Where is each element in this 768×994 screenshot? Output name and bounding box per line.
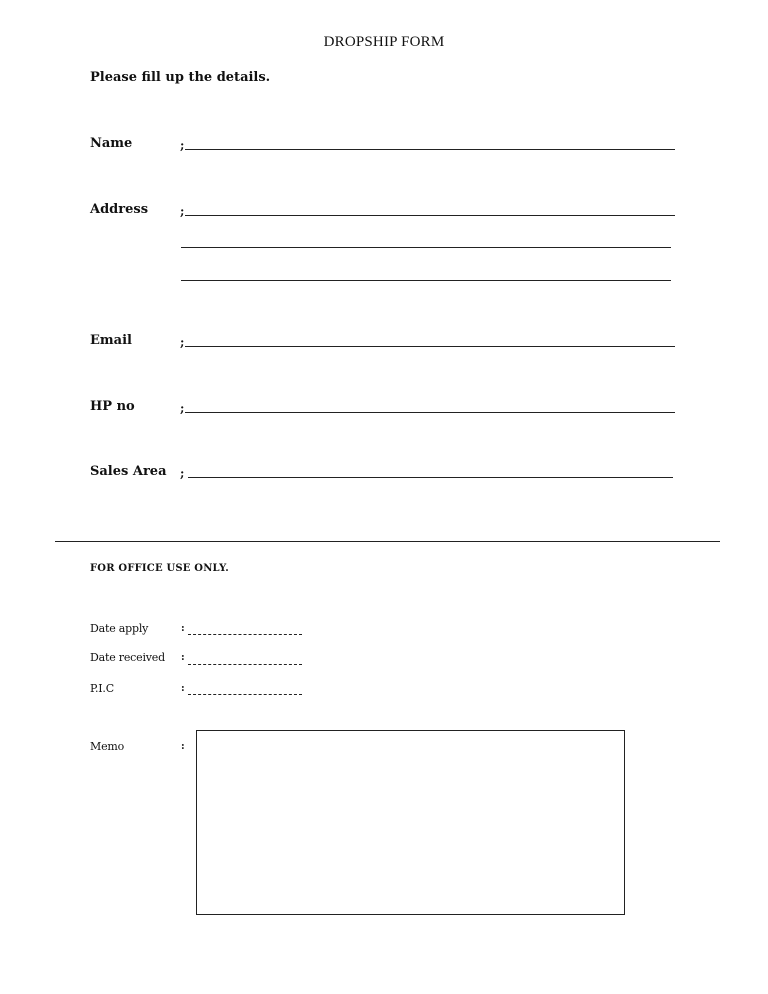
sales-area-label: Sales Area — [90, 464, 167, 479]
pic-label: P.I.C — [90, 682, 114, 695]
address-field-line-1[interactable] — [185, 215, 675, 216]
email-label: Email — [90, 333, 132, 348]
form-title: DROPSHIP FORM — [323, 34, 445, 50]
name-label: Name — [90, 136, 133, 151]
hp-no-separator: ; — [180, 401, 185, 415]
date-received-label: Date received — [90, 651, 165, 664]
name-field-line[interactable] — [185, 149, 675, 150]
date-apply-field-line[interactable] — [188, 634, 302, 635]
date-apply-separator: : — [181, 623, 185, 634]
date-received-separator: : — [181, 652, 185, 663]
email-field-line[interactable] — [185, 346, 675, 347]
hp-no-field-line[interactable] — [185, 412, 675, 413]
address-label: Address — [90, 202, 149, 217]
name-separator: ; — [180, 138, 185, 152]
pic-field-line[interactable] — [188, 694, 302, 695]
memo-box[interactable] — [196, 730, 625, 915]
address-separator: ; — [180, 204, 185, 218]
memo-separator: : — [181, 741, 185, 752]
sales-area-field-line[interactable] — [188, 477, 673, 478]
email-separator: ; — [180, 335, 185, 349]
memo-label: Memo — [90, 740, 125, 753]
date-received-field-line[interactable] — [188, 664, 302, 665]
section-divider — [55, 541, 720, 542]
pic-separator: : — [181, 683, 185, 694]
sales-area-separator: ; — [180, 466, 185, 480]
address-field-line-3[interactable] — [181, 280, 671, 281]
office-use-heading: FOR OFFICE USE ONLY. — [90, 563, 229, 574]
hp-no-label: HP no — [90, 399, 135, 414]
form-instructions: Please fill up the details. — [90, 70, 271, 85]
address-field-line-2[interactable] — [181, 247, 671, 248]
date-apply-label: Date apply — [90, 622, 149, 635]
